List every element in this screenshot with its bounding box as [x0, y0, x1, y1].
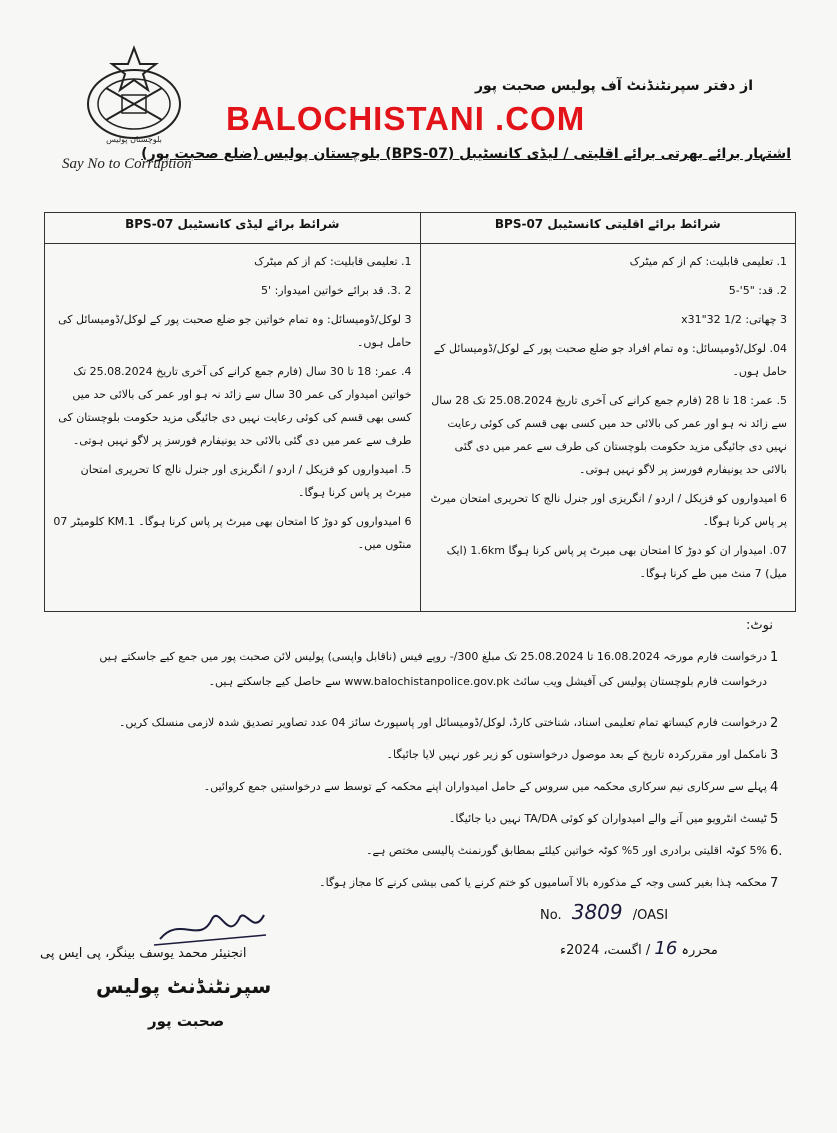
- note-number: 7: [770, 876, 779, 891]
- dated-day: 16: [654, 938, 678, 959]
- dated-prefix: محررہ: [681, 943, 718, 958]
- lady-req-item: 1. تعلیمی قابلیت: کم از کم میٹرک: [254, 255, 412, 268]
- minority-req-item: 5. عمر: 18 تا 28 (فارم جمع کرانے کی آخری تاریخ 25.08.2024 تک 28 سال سے زائد نہ ہو اور عمر کی بالائی حد میں کسی بھی قسم کی کوئی رعایت نہیں دی جائیگی مزید حکومت بلوچستان کی طرف سے عمر میں دی گئی بالائی حد یونیفارم فورسز پر لاگو نہیں ہوتی۔: [431, 394, 787, 476]
- logo-text: بلوچستان پولیس: [106, 135, 162, 144]
- minority-req-item: 3 چھاتی: 1/2 32"x31: [681, 313, 787, 326]
- note-text: ٹیسٹ انٹرویو میں آنے والے امیدواران کو کوئی TA/DA نہیں دیا جائیگا۔: [448, 812, 767, 825]
- note-number: 3: [770, 748, 779, 763]
- balochistan-police-logo-icon: [78, 40, 190, 150]
- note-number: 4: [770, 780, 779, 795]
- office-title: از دفتر سپرنٹنڈنٹ آف پولیس صحبت پور: [474, 78, 753, 94]
- reference-number: [540, 900, 668, 924]
- advertisement-headline: اشتہار برائے بھرتی برائے اقلیتی / لیڈی کانسٹیبل (BPS-07) بلوچستان پولیس (ضلع صحبت پور): [141, 146, 791, 162]
- brand-watermark: BALOCHISTANI .COM: [226, 100, 586, 137]
- lady-req-item: 6 امیدواروں کو دوڑ کا امتحان بھی میرٹ پر پاس کرنا ہوگا۔ 1.KM کلومیٹر 07 منٹوں میں۔: [53, 515, 412, 551]
- reference-no-value: 3809: [571, 900, 623, 924]
- lady-req-item: 2 .3. قد برائے خواتین امیدوار: '5: [261, 284, 412, 297]
- signatory-place: صحبت پور: [148, 1012, 225, 1030]
- lady-req-item: 3 لوکل/ڈومیسائل: وہ تمام خواتین جو ضلع صحبت پور کے لوکل/ڈومیسائل کی حامل ہوں۔: [58, 313, 412, 349]
- lady-constable-requirements: [45, 244, 421, 612]
- minority-constable-heading: شرائط برائے اقلیتی کانسٹیبل BPS-07: [420, 213, 796, 244]
- motto-text: Say No to Corruption: [62, 156, 192, 172]
- minority-req-item: 04. لوکل/ڈومیسائل: وہ تمام افراد جو ضلع صحبت پور کے لوکل/ڈومیسائل کے حامل ہوں۔: [433, 342, 787, 378]
- note-text: 5% کوٹہ اقلیتی برادری اور 5% کوٹہ خواتین کیلئے بمطابق گورنمنٹ پالیسی مختص ہے۔: [366, 844, 767, 857]
- minority-req-item: 07. امیدوار ان کو دوڑ کا امتحان بھی میرٹ پر پاس کرنا ہوگا 1.6km (ایک میل) 7 منٹ میں طے کرنا ہوگا۔: [446, 544, 787, 580]
- minority-req-item: 6 امیدواروں کو فزیکل / اردو / انگریزی اور جنرل نالج کا تحریری امتحان میرٹ پر پاس کرنا ہوگا۔: [430, 492, 787, 528]
- note-number: 5: [770, 812, 779, 827]
- note-text: نامکمل اور مقررکردہ تاریخ کے بعد موصول درخواستوں کو زیر غور نہیں لایا جائیگا۔: [386, 748, 767, 761]
- note-number: 1: [770, 650, 779, 665]
- reference-no-suffix: /OASI: [632, 908, 669, 923]
- lady-req-item: 4. عمر: 18 تا 30 سال (فارم جمع کرانے کی آخری تاریخ 25.08.2024 تک خواتین امیدوار کی عمر 30 سال سے زائد نہ ہو اور عمر کی بالائی حد میں کسی بھی قسم کی کوئی رعایت نہیں دی جائیگی مزید حکومت بلوچستان کی طرف سے عمر میں دی گئی بالائی حد یونیفارم فورسز پر لاگو نہیں ہوتی۔: [58, 365, 412, 447]
- signature-scribble-icon: [150, 905, 270, 951]
- note-text: پہلے سے سرکاری نیم سرکاری محکمہ میں سروس کے حامل امیدواران اپنے محکمہ کے توسط سے درخواستیں جمع کروائیں۔: [203, 780, 767, 793]
- dated-rest: / اگست، 2024ء: [560, 943, 651, 958]
- note-text: درخواست فارم کیساتھ تمام تعلیمی اسناد، شناختی کارڈ، لوکل/ڈومیسائل اور پاسپورٹ سائز 04 عدد تصاویر تصدیق شدہ لازمی منسلک کریں۔: [118, 716, 767, 729]
- minority-req-item: 1. تعلیمی قابلیت: کم از کم میٹرک: [629, 255, 787, 268]
- requirements-table: [44, 212, 796, 612]
- lady-req-item: 5. امیدواروں کو فزیکل / اردو / انگریزی اور جنرل نالج کا تحریری امتحان میرٹ پر پاس کرنا ہوگا۔: [80, 463, 412, 499]
- reference-no-label: No.: [540, 908, 562, 923]
- signatory-name: انجنیئر محمد یوسف بینگر، پی ایس پی: [40, 946, 247, 961]
- signatory-title: سپرنٹنڈنٹ پولیس: [96, 974, 272, 998]
- dated-line: [560, 938, 718, 959]
- note-number: 6.: [770, 844, 783, 859]
- minority-req-item: 2. قد: "5'-5: [728, 284, 787, 297]
- minority-constable-requirements: [420, 244, 796, 612]
- lady-constable-heading: شرائط برائے لیڈی کانسٹیبل BPS-07: [45, 213, 421, 244]
- note-text: محکمہ ہٰذا بغیر کسی وجہ کے مذکورہ بالا آسامیوں کو ختم کرنے یا کمی بیشی کرنے کا مجاز ہوگا۔: [319, 876, 767, 889]
- note-text: درخواست فارم مورخہ 16.08.2024 تا 25.08.2024 تک مبلغ 300/- روپے فیس (ناقابل واپسی) پولیس لائن صحبت پور میں جمع کیے جاسکتے ہیں درخواست فارم بلوچستان پولیس کی آفیشل ویب سائٹ www.balochistanpolice.gov.pk سے حاصل کیے جاسکتے ہیں۔: [99, 650, 767, 688]
- notes-label: نوٹ:: [746, 618, 773, 633]
- note-number: 2: [770, 716, 779, 731]
